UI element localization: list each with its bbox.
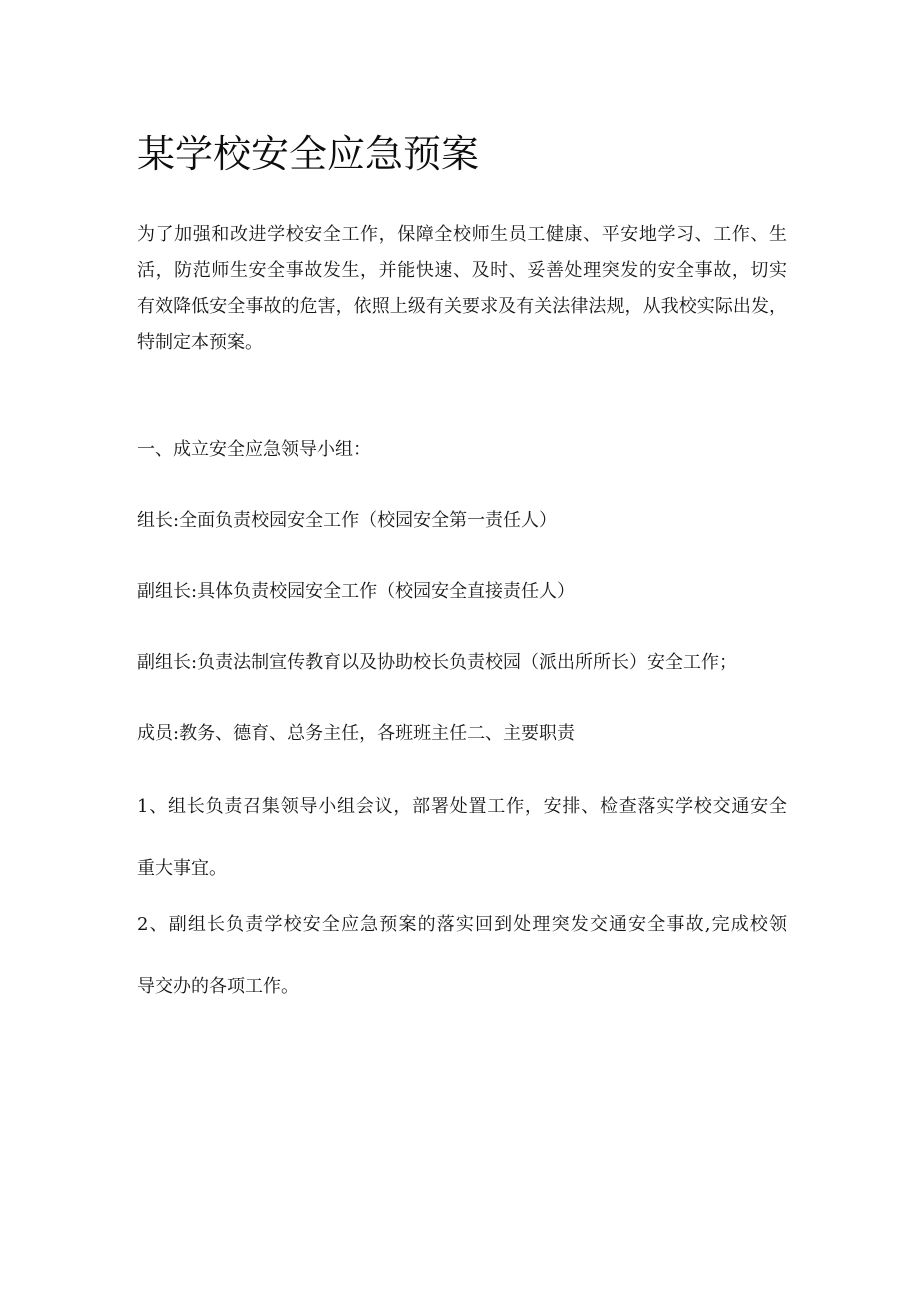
member-deputy-leader: 副组长:具体负责校园安全工作（校园安全直接责任人） (137, 581, 576, 602)
intro-line: 活，防范师生安全事故发生，并能快速、及时、妥善处理突发的安全事故，切实 (137, 260, 787, 281)
duty-two-line: 2、副组长负责学校安全应急预案的落实回到处理突发交通安全事故,完成校领 (137, 914, 787, 935)
intro-line: 为了加强和改进学校安全工作，保障全校师生员工健康、平安地学习、工作、生 (137, 224, 787, 245)
intro-paragraph (137, 217, 787, 361)
duty-one-line: 1、组长负责召集领导小组会议，部署处置工作，安排、检查落实学校交通安全 (137, 796, 787, 817)
member-leader: 组长:全面负责校园安全工作（校园安全第一责任人） (137, 510, 558, 531)
duty-one-paragraph (137, 776, 787, 900)
duty-one-line: 重大事宜。 (137, 858, 227, 879)
intro-line: 特制定本预案。 (137, 332, 263, 353)
document-title: 某学校安全应急预案 (137, 132, 480, 176)
section-one-heading: 一、成立安全应急领导小组： (137, 439, 371, 460)
member-deputy-leader-legal: 副组长:负责法制宣传教育以及协助校长负责校园（派出所所长）安全工作； (137, 652, 738, 673)
duty-two-paragraph (137, 894, 787, 1018)
intro-line: 有效降低安全事故的危害，依照上级有关要求及有关法律法规，从我校实际出发， (137, 296, 787, 317)
member-staff: 成员:教务、德育、总务主任，各班班主任二、主要职责 (137, 723, 576, 744)
duty-two-line: 导交办的各项工作。 (137, 976, 299, 997)
